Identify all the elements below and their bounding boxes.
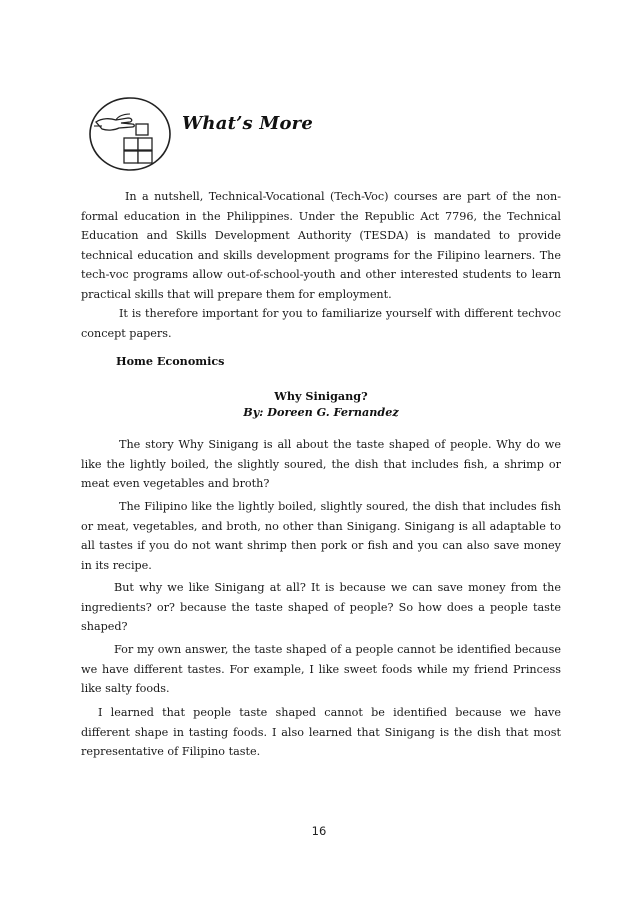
intro-paragraph: In a nutshell, Technical-Vocational (Tech-Voc) courses are part of the non-formal education in the Philippines. Under the Republic Act 7796, the Technical Education and Skills Development Authority (TESDA) is mandated to provide technical education and skills development programs for the Filipino learners. The tech-voc programs allow out-of-school-youth and other interested students to learn practical skills that will prepare them for employment.: [81, 190, 561, 301]
story-paragraph: The Filipino like the lightly boiled, slightly soured, the dish that includes fish or meat, vegetables, and broth, no other than Sinigang. Sinigang is all adaptable to all tastes if you do not want shrimp then pork or fish and you can also save money in its recipe.: [81, 500, 561, 572]
page-number: 16: [311, 824, 327, 838]
subject-heading: Home Economics: [116, 354, 225, 368]
story-title: Why Sinigang?: [274, 389, 368, 403]
intro-paragraph: It is therefore important for you to familiarize yourself with different techvoc concept papers.: [81, 307, 561, 340]
story-paragraph: But why we like Sinigang at all? It is because we can save money from the ingredients? or? because the taste shaped of people? So how does a people taste shaped?: [81, 581, 561, 633]
story-paragraph-block: [81, 497, 561, 575]
story-author: By: Doreen G. Fernandez: [243, 405, 399, 419]
story-paragraph-block: [81, 578, 561, 637]
story-paragraph-block: [81, 640, 561, 699]
story-paragraph: For my own answer, the taste shaped of a people cannot be identified because we have different tastes. For example, I like sweet foods while my friend Princess like salty foods.: [81, 643, 561, 695]
intro-block-2: [81, 304, 561, 343]
section-heading: What’s More: [182, 113, 314, 134]
story-paragraph: The story Why Sinigang is all about the taste shaped of people. Why do we like the lightly boiled, the slightly soured, the dish that includes fish, a shrimp or meat even vegetables and broth?: [81, 438, 561, 490]
story-paragraph-block: [81, 435, 561, 494]
story-paragraph-block: [81, 703, 561, 762]
intro-block: [81, 187, 561, 304]
story-paragraph: I learned that people taste shaped cannot be identified because we have different shape in tasting foods. I also learned that Sinigang is the dish that most representative of Filipino taste.: [81, 706, 561, 758]
hand-stacking-blocks-icon: [88, 96, 172, 172]
